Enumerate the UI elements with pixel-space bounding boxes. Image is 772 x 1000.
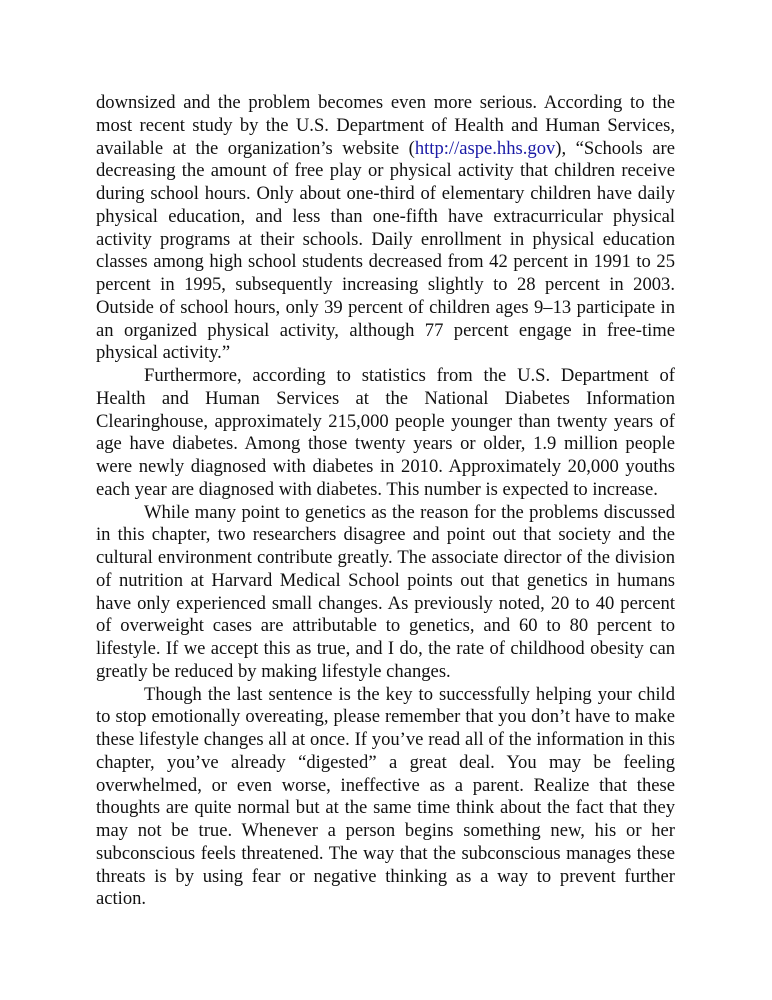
website-link[interactable]: http://aspe.hhs.gov	[414, 137, 556, 159]
paragraph-text: ), “Schools are decreasing the amount of free play or physical activity that children receive during school hours. Only about one-third of elementary children have daily physical education, and less than one-fifth have extracurricular physical activity programs at their schools. Daily enrollment in physical education classes among high school students decreased from 42 percent in 1991 to 25 percent in 1995, subsequently increasing slightly to 28 percent in 2003. Outside of school hours, only 39 percent of children ages 9–13 participate in an organized physical activity, although 77 percent engage in free-time physical activity.”	[96, 137, 676, 364]
paragraph-genetics: While many point to genetics as the reason for the problems discussed in this chapter, two researchers disagree and point out that society and the cultural environment contribute greatly. The associate director of the division of nutrition at Harvard Medical School points out that genetics in humans have only experienced small changes. As previously noted, 20 to 40 percent of overweight cases are attributable to genetics, and 60 to 80 percent to lifestyle. If we accept this as true, and I do, the rate of childhood obesity can greatly be reduced by making lifestyle changes.	[96, 501, 675, 682]
paragraph-diabetes-statistics: Furthermore, according to statistics from the U.S. Department of Health and Human Services at the National Diabetes Information Clearinghouse, approximately 215,000 people younger than twenty years of age have diabetes. Among those twenty years or older, 1.9 million people were newly diagnosed with diabetes in 2010. Approximately 20,000 youths each year are diagnosed with diabetes. This number is expected to increase.	[96, 365, 675, 500]
book-page-body	[96, 92, 675, 911]
paragraph-lifestyle-changes: Though the last sentence is the key to successfully helping your child to stop emotionally overeating, please remember that you don’t have to make these lifestyle changes all at once. If you’ve read all of the information in this chapter, you’ve already “digested” a great deal. You may be feeling overwhelmed, or even worse, ineffective as a parent. Realize that these thoughts are quite normal but at the same time think about the fact that they may not be true. Whenever a person begins something new, his or her subconscious feels threatened. The way that the subconscious manages these threats is by using fear or negative thinking as a way to prevent further action.	[96, 683, 675, 910]
paragraph-school-activity	[96, 92, 675, 365]
paragraph-text: downsized and the problem becomes even more serious. According to the most recent study by the U.S. Department of Health and Human Services, available at the organization’s website (	[96, 92, 675, 159]
